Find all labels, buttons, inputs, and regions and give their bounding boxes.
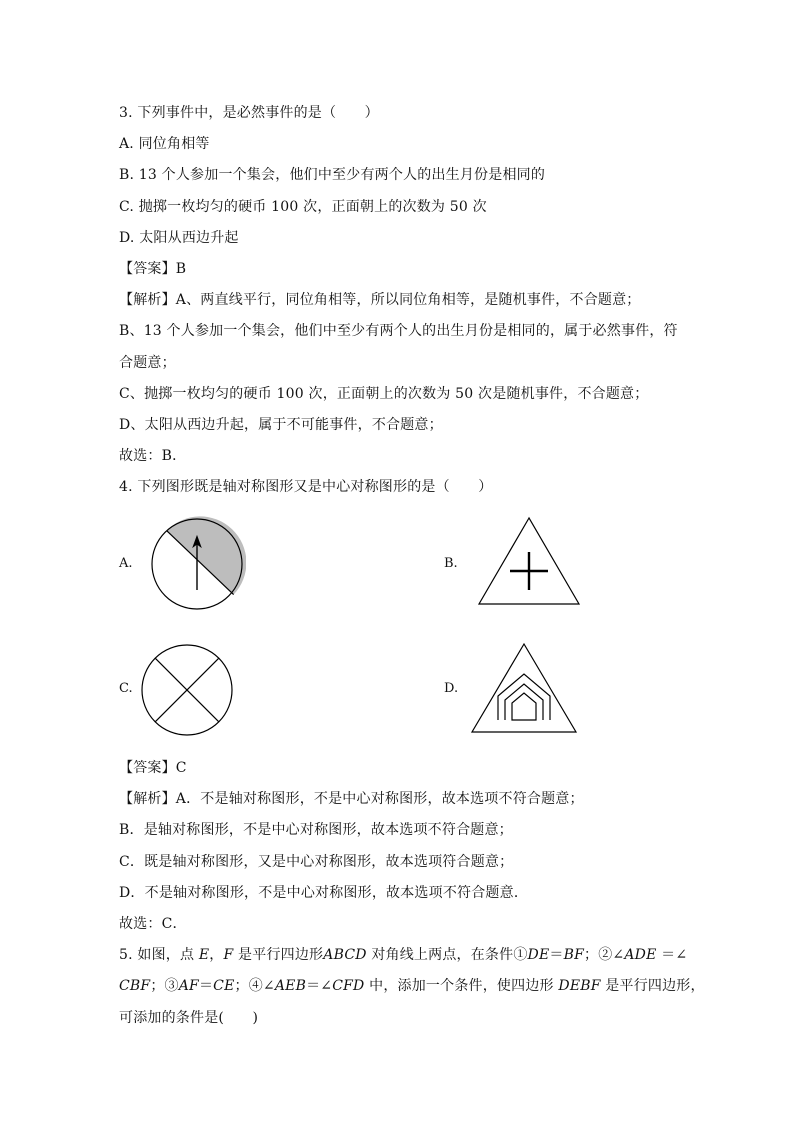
q3-answer: 【答案】B: [119, 261, 187, 277]
q4-option-a-label: A.: [119, 556, 133, 571]
q5-math: AF: [178, 978, 199, 994]
q3-analysis-line: C、抛掷一枚均匀的硬币 100 次，正面朝上的次数为 50 次是随机事件，不合题意；: [119, 386, 649, 402]
q3-analysis-line: B、13 个人参加一个集会，他们中至少有两个人的出生月份是相同的，属于必然事件，符: [119, 323, 678, 339]
q4-answer: 【答案】C: [119, 760, 187, 776]
q5-math: CE: [213, 978, 235, 994]
q3-option-b: B. 13 个人参加一个集会，他们中至少有两个人的出生月份是相同的: [119, 167, 546, 183]
q5-text: ＝: [198, 978, 214, 994]
q5-text: ＝∠: [306, 978, 333, 994]
triangle-with-cross-icon: [475, 514, 583, 608]
house-inner: [512, 693, 536, 720]
q4-analysis-line: B．是轴对称图形，不是中心对称图形，故本选项不符合题意；: [119, 822, 513, 838]
q5-text: 5. 如图，点: [119, 947, 199, 963]
q5-text: ，: [209, 947, 224, 963]
q4-option-d-label: D.: [444, 681, 459, 696]
q5-text: ＝∠: [656, 947, 688, 963]
q5-math: CBF: [119, 978, 151, 994]
triangle-with-house-icon: [468, 640, 580, 736]
q3-option-c: C. 抛掷一枚均匀的硬币 100 次，正面朝上的次数为 50 次: [119, 199, 487, 215]
q4-option-b-label: B.: [444, 556, 458, 571]
q5-text: 是平行四边形: [233, 947, 324, 963]
q3-analysis-line: D、太阳从西边升起，属于不可能事件，不合题意；: [119, 417, 443, 433]
q3-analysis-line: 故选：B．: [119, 448, 187, 464]
q3-stem: 3. 下列事件中，是必然事件的是（ ）: [119, 105, 379, 121]
q5-math: ABCD: [323, 947, 367, 963]
q4-analysis-line: C．既是轴对称图形，又是中心对称图形，故本选项符合题意；: [119, 854, 514, 870]
q5-text: ；④∠: [234, 978, 275, 994]
q3-analysis-line: 【解析】A、两直线平行，同位角相等，所以同位角相等，是随机事件，不合题意；: [119, 292, 641, 308]
q5-stem-line-1: [119, 946, 687, 964]
q4-stem: 4. 下列图形既是轴对称图形又是中心对称图形的是（ ）: [119, 479, 493, 495]
triangle-outline: [472, 644, 576, 732]
q5-text: ；②∠: [584, 947, 625, 963]
q5-text: 中，添加一个条件，使四边形: [364, 978, 559, 994]
q4-analysis-line: 故选：C．: [119, 916, 187, 932]
q5-text: ＝: [549, 947, 564, 963]
q5-math: AEB: [274, 978, 307, 994]
q5-math: BF: [563, 947, 584, 963]
house-outer: [498, 674, 550, 720]
q4-analysis-line: D．不是轴对称图形，不是中心对称图形，故本选项不符合题意．: [119, 885, 529, 901]
q4-analysis-line: 【解析】A．不是轴对称图形，不是中心对称图形，故本选项不符合题意；: [119, 791, 584, 807]
half-shaded-circle-with-arrow-icon: [148, 516, 246, 612]
circle-with-x-icon: [139, 643, 235, 737]
q5-math: CFD: [332, 978, 365, 994]
q5-text: ；③: [150, 978, 179, 994]
q3-option-a: A. 同位角相等: [119, 136, 210, 152]
q3-analysis-line: 合题意；: [119, 355, 176, 371]
q5-stem-line-2: [119, 977, 705, 995]
q3-option-d: D. 太阳从西边升起: [119, 230, 239, 246]
q5-math: F: [223, 947, 234, 963]
shaded-half: [167, 516, 246, 594]
q5-math: E: [198, 947, 210, 963]
house-middle: [505, 684, 543, 720]
q5-text: 是平行四边形，: [600, 978, 705, 994]
q5-text: 对角线上两点，在条件①: [366, 947, 528, 963]
q5-stem-line-3: 可添加的条件是( ): [119, 1010, 259, 1026]
q5-math: ADE: [624, 947, 657, 963]
q5-math: DEBF: [558, 978, 601, 994]
q4-option-c-label: C.: [119, 681, 133, 696]
q5-math: DE: [527, 947, 550, 963]
